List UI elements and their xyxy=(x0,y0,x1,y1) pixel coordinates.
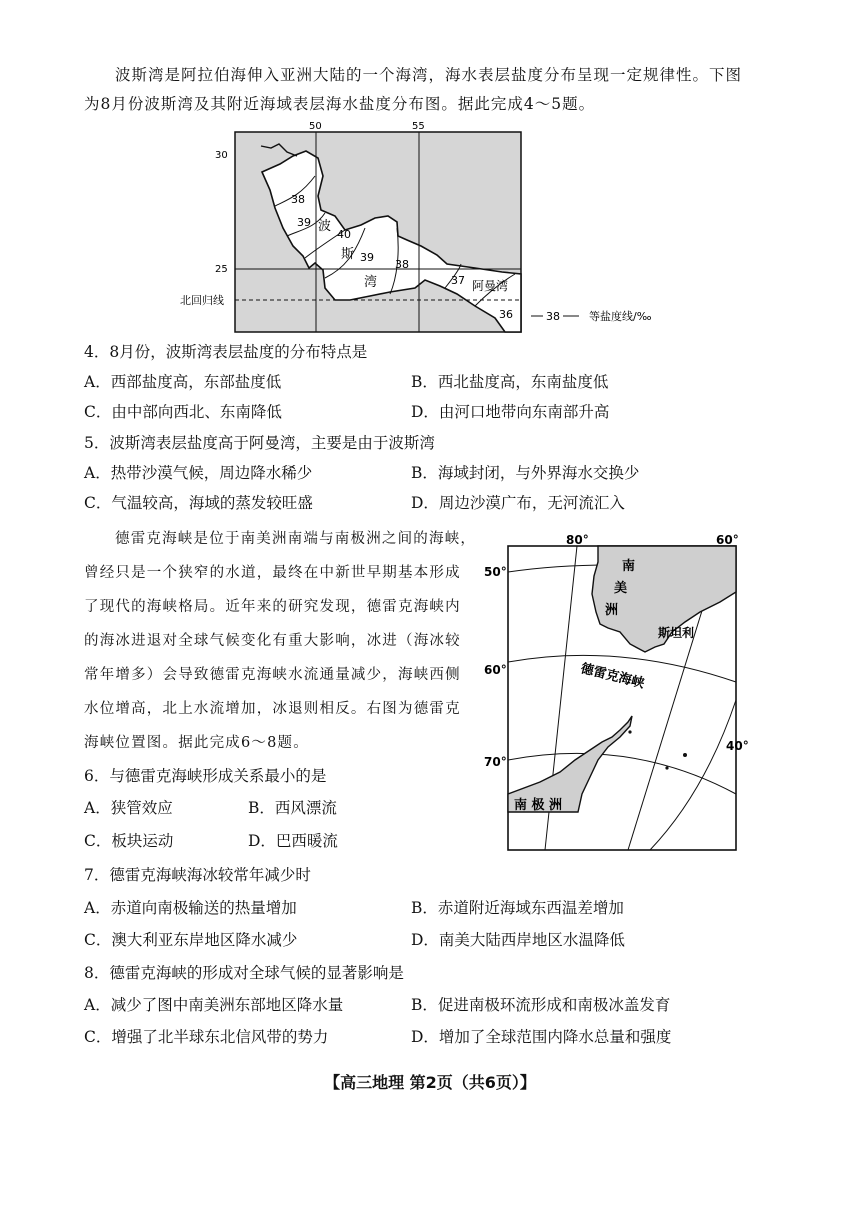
question-5-option-d[interactable]: D．周边沙漠广布，无河流汇入 xyxy=(411,494,625,512)
question-7-option-a[interactable]: A．赤道向南极输送的热量增加 xyxy=(84,899,297,917)
isoline-label: 39 xyxy=(297,216,311,229)
question-8-option-b[interactable]: B．促进南极环流形成和南极冰盖发育 xyxy=(411,996,671,1014)
question-6-option-c[interactable]: C．板块运动 xyxy=(84,832,174,850)
legend-text: 等盐度线/‰ xyxy=(589,310,652,323)
tropic-label: 北回归线 xyxy=(180,294,224,307)
intro-2-line-6: 水位增高，北上水流增加，冰退则相反。右图为德雷克 xyxy=(84,701,461,717)
question-6-stem: 6．与德雷克海峡形成关系最小的是 xyxy=(84,767,327,785)
intro-2-line-3: 了现代的海峡格局。近年来的研究发现，德雷克海峡内 xyxy=(84,599,461,615)
question-8-option-d[interactable]: D．增加了全球范围内降水总量和强度 xyxy=(411,1028,672,1046)
label-wan: 湾 xyxy=(364,275,378,290)
question-6-option-a[interactable]: A．狭管效应 xyxy=(84,799,173,817)
lat-60-label: 60° xyxy=(484,663,507,677)
legend-value: 38 xyxy=(546,310,560,323)
question-7-option-b[interactable]: B．赤道附近海域东西温差增加 xyxy=(411,899,624,917)
question-4-option-b[interactable]: B．西北盐度高，东南盐度低 xyxy=(411,373,609,391)
south-america-label-2: 美 xyxy=(614,581,628,596)
isoline-label: 37 xyxy=(451,274,465,287)
label-si: 斯 xyxy=(341,247,355,262)
question-7-option-d[interactable]: D．南美大陆西岸地区水温降低 xyxy=(411,931,625,949)
label-bo: 波 xyxy=(318,219,332,234)
intro-2-line-1: 德雷克海峡是位于南美洲南端与南极洲之间的海峡， xyxy=(115,531,477,547)
question-8-stem: 8．德雷克海峡的形成对全球气候的显著影响是 xyxy=(84,964,404,982)
question-5-option-c[interactable]: C．气温较高，海域的蒸发较旺盛 xyxy=(84,494,313,512)
question-7-stem: 7．德雷克海峡海冰较常年减少时 xyxy=(84,866,311,884)
question-4-option-a[interactable]: A．西部盐度高，东部盐度低 xyxy=(84,373,282,391)
lat-label-30: 30 xyxy=(215,150,228,161)
question-4-option-c[interactable]: C．由中部向西北、东南降低 xyxy=(84,403,282,421)
lon-label-55: 55 xyxy=(412,121,425,132)
intro-1-line-1: 波斯湾是阿拉伯海伸入亚洲大陆的一个海湾，海水表层盐度分布呈现一定规律性。下图 xyxy=(115,66,743,84)
intro-2-line-2: 曾经只是一个狭窄的水道，最终在中新世早期基本形成 xyxy=(84,565,461,581)
persian-gulf-salinity-map xyxy=(175,118,675,338)
question-4-option-d[interactable]: D．由河口地带向东南部升高 xyxy=(411,403,610,421)
south-america-label-3: 洲 xyxy=(605,603,619,618)
intro-paragraph-1 xyxy=(84,61,784,119)
question-8-option-a[interactable]: A．减少了图中南美洲东部地区降水量 xyxy=(84,996,344,1014)
intro-paragraph-2 xyxy=(84,522,504,760)
intro-1-line-2: 为8月份波斯湾及其附近海域表层海水盐度分布图。据此完成4～5题。 xyxy=(84,95,596,113)
drake-passage-label: 德雷克海峡 xyxy=(579,661,646,692)
lon-40-label: 40° xyxy=(726,739,749,753)
isoline-label: 39 xyxy=(360,251,374,264)
label-oman-gulf: 阿曼湾 xyxy=(472,279,509,293)
intro-2-line-4: 的海冰进退对全球气候变化有重大影响，冰进（海冰较 xyxy=(84,633,461,649)
lat-70-label: 70° xyxy=(484,755,507,769)
isoline-label: 36 xyxy=(499,308,513,321)
isoline-label: 38 xyxy=(291,193,305,206)
lat-label-25: 25 xyxy=(215,264,228,275)
question-4-stem: 4．8月份，波斯湾表层盐度的分布特点是 xyxy=(84,343,368,361)
question-5-option-a[interactable]: A．热带沙漠气候，周边降水稀少 xyxy=(84,464,313,482)
stanley-label: 斯坦利 xyxy=(658,626,695,640)
isoline-label: 40 xyxy=(337,228,351,241)
intro-2-line-7: 海峡位置图。据此完成6～8题。 xyxy=(84,735,309,751)
page-footer: 【高三地理 第2页（共6页）】 xyxy=(324,1073,536,1092)
lat-50-label: 50° xyxy=(484,565,507,579)
south-america-label-1: 南 xyxy=(622,559,636,574)
antarctica-label: 南 极 洲 xyxy=(514,798,563,813)
question-5-stem: 5．波斯湾表层盐度高于阿曼湾，主要是由于波斯湾 xyxy=(84,434,435,452)
question-6-option-b[interactable]: B．西风漂流 xyxy=(248,799,337,817)
question-6-option-d[interactable]: D．巴西暖流 xyxy=(248,832,338,850)
lon-label-50: 50 xyxy=(309,121,322,132)
intro-2-line-5: 常年增多）会导致德雷克海峡水流通量减少，海峡西侧 xyxy=(84,667,461,683)
question-8-option-c[interactable]: C．增强了北半球东北信风带的势力 xyxy=(84,1028,329,1046)
drake-passage-map xyxy=(480,532,750,852)
question-7-option-c[interactable]: C．澳大利亚东岸地区降水减少 xyxy=(84,931,298,949)
lon-60-label: 60° xyxy=(716,533,739,547)
isoline-label: 38 xyxy=(395,258,409,271)
lon-80-label: 80° xyxy=(566,533,589,547)
question-5-option-b[interactable]: B．海域封闭，与外界海水交换少 xyxy=(411,464,640,482)
